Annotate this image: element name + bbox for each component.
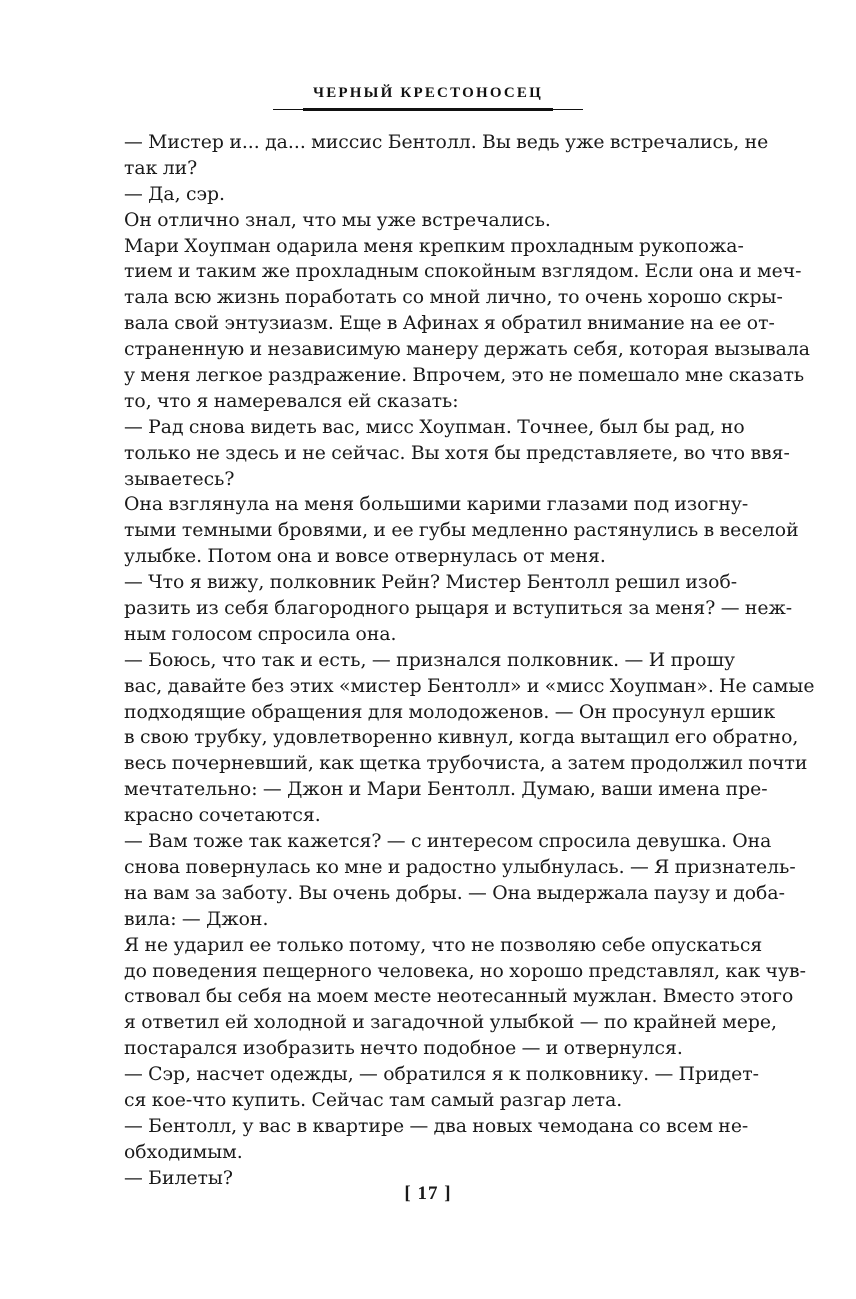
text-line: ным голосом спросила она.: [124, 623, 397, 645]
text-line: страненную и независимую манеру держать себя, которая вызывала: [124, 339, 811, 361]
text-line: на вам за заботу. Вы очень добры. — Она выдержала паузу и доба-: [124, 882, 785, 904]
text-line: до поведения пещерного человека, но хорошо представлял, как чув-: [124, 960, 806, 982]
text-line: я ответил ей холодной и загадочной улыбкой — по крайней мере,: [124, 1012, 777, 1034]
text-line: обходимым.: [124, 1141, 243, 1163]
text-line: — Вам тоже так кажется? — с интересом спросила девушка. Она: [124, 831, 772, 853]
text-line: Он отлично знал, что мы уже встречались.: [124, 209, 551, 231]
text-line: улыбке. Потом она и вовсе отвернулась от меня.: [124, 546, 606, 568]
text-line: тием и таким же прохладным спокойным взглядом. Если она и меч-: [124, 261, 802, 283]
text-line: — Рад снова видеть вас, мисс Хоупман. Точнее, был бы рад, но: [124, 416, 745, 438]
text-line: у меня легкое раздражение. Впрочем, это не помешало мне сказать: [124, 365, 805, 387]
text-line: — Боюсь, что так и есть, — признался полковник. — И прошу: [124, 649, 735, 671]
text-line: весь почерневший, как щетка трубочиста, а затем продолжил почти: [124, 753, 808, 775]
body-text: [124, 130, 815, 1192]
page-number: [ 17 ]: [404, 1183, 452, 1204]
text-line: ствовал бы себя на моем месте неотесанный мужлан. Вместо этого: [124, 986, 794, 1008]
text-line: только не здесь и не сейчас. Вы хотя бы представляете, во что ввя-: [124, 442, 790, 464]
text-line: вала свой энтузиазм. Еще в Афинах я обратил внимание на ее от-: [124, 313, 775, 335]
text-line: — Что я вижу, полковник Рейн? Мистер Бентолл решил изоб-: [124, 572, 738, 594]
text-line: в свою трубку, удовлетворенно кивнул, когда вытащил его обратно,: [124, 727, 799, 749]
text-line: — Да, сэр.: [124, 183, 225, 205]
text-line: постарался изобразить нечто подобное — и отвернулся.: [124, 1038, 683, 1060]
text-line: — Сэр, насчет одежды, — обратился я к полковнику. — Придет-: [124, 1064, 759, 1086]
text-line: снова повернулась ко мне и радостно улыбнулась. — Я признатель-: [124, 856, 796, 878]
text-line: Она взглянула на меня большими карими глазами под изогну-: [124, 494, 749, 516]
text-line: тала всю жизнь поработать со мной лично, то очень хорошо скры-: [124, 287, 783, 309]
text-line: вила: — Джон.: [124, 908, 269, 930]
text-line: — Бентолл, у вас в квартире — два новых чемодана со всем не-: [124, 1115, 749, 1137]
text-line: разить из себя благородного рыцаря и вступиться за меня? — неж-: [124, 598, 793, 620]
text-line: красно сочетаются.: [124, 805, 321, 827]
text-line: Я не ударил ее только потому, что не позволяю себе опускаться: [124, 934, 763, 956]
text-line: мечтательно: — Джон и Мари Бентолл. Думаю, ваши имена пре-: [124, 779, 768, 801]
text-line: то, что я намеревался ей сказать:: [124, 390, 459, 412]
text-line: вас, давайте без этих «мистер Бентолл» и «мисс Хоупман». Не самые: [124, 675, 815, 697]
text-line: — Билеты?: [124, 1167, 233, 1189]
text-line: ся кое-что купить. Сейчас там самый разгар лета.: [124, 1089, 623, 1111]
text-line: так ли?: [124, 157, 198, 179]
text-line: тыми темными бровями, и ее губы медленно растянулись в веселой: [124, 520, 799, 542]
text-line: зываетесь?: [124, 468, 235, 490]
text-line: подходящие обращения для молодоженов. — Он просунул ершик: [124, 701, 776, 723]
running-title: ЧЕРНЫЙ КРЕСТОНОСЕЦ: [313, 85, 543, 101]
text-line: — Мистер и... да... миссис Бентолл. Вы ведь уже встречались, не: [124, 132, 769, 153]
text-line: Мари Хоупман одарила меня крепким прохладным рукопожа-: [124, 235, 744, 257]
title-rule: [303, 108, 553, 111]
page-header: [0, 82, 856, 111]
